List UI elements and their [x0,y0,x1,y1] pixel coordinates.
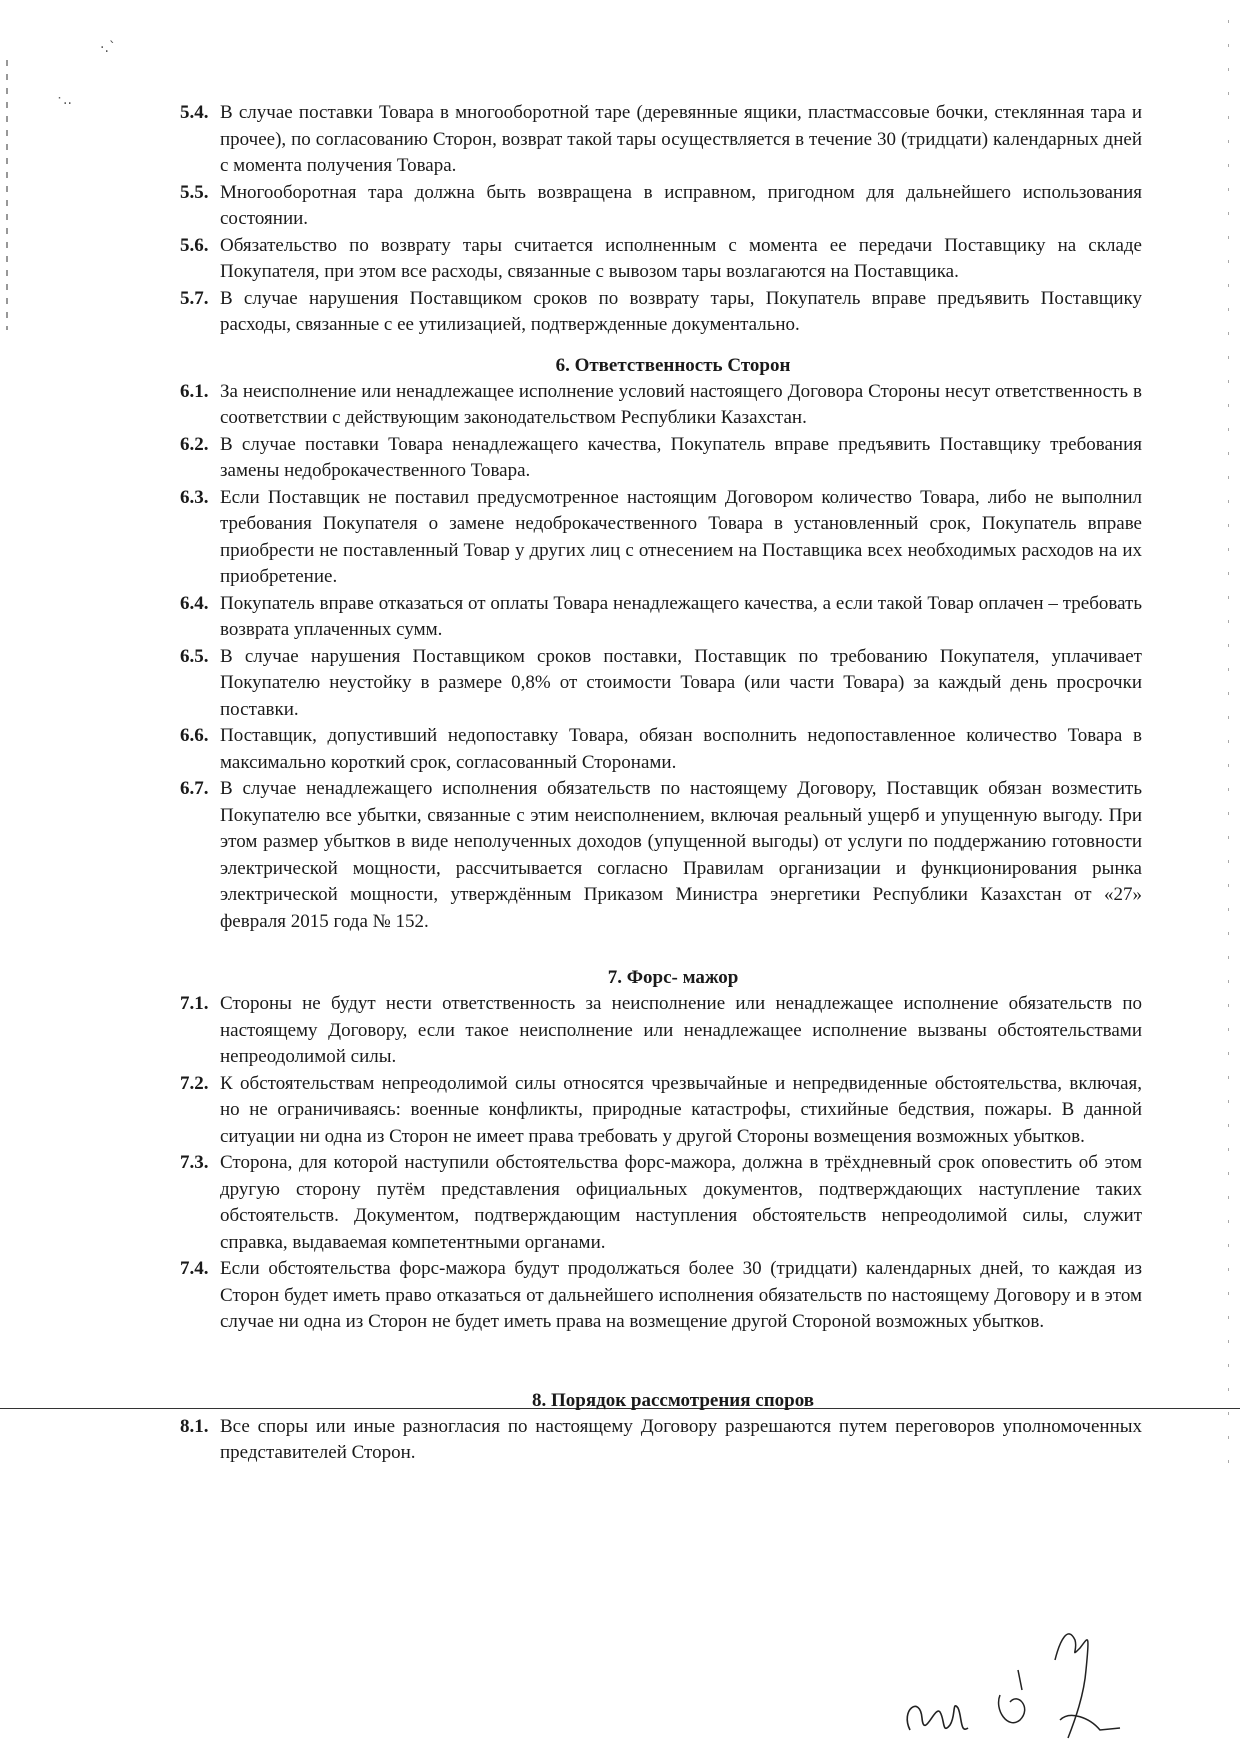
scan-edge-right [1228,20,1229,1480]
scan-edge-left [6,60,8,330]
signatures [890,1600,1140,1750]
clause-text: Многооборотная тара должна быть возвращена в исправном, пригодном для дальнейшего использования состоянии. [220,181,1142,229]
clause-number: 6.5. [180,645,209,667]
section-5 [180,100,1142,339]
clause-text: За неисполнение или ненадлежащее исполнение условий настоящего Договора Стороны несут ответственность в соответствии с действующим законодательством Республики Казахстан. [220,380,1142,428]
clause-5-6 [180,233,1142,286]
clause-number: 7.1. [180,993,209,1014]
clause-number: 7.4. [180,1258,209,1279]
section-7 [180,965,1142,1336]
clause-text: Если Поставщик не поставил предусмотренное настоящим Договором количество Товара, либо не выполнил требования Покупателя о замене недоброкачественного Товара в установленный срок, Покупатель вправе приобрести не поставленный Товар у других лиц с отнесением на Поставщика всех необходимых расходов на их приобретение. [220,486,1142,587]
clause-number: 8.1. [180,1415,209,1437]
signature-scribbles [890,1600,1140,1750]
clause-text: В случае ненадлежащего исполнения обязательств по настоящему Договору, Поставщик обязан возместить Покупателю все убытки, связанные с этим неисполнением, включая реальный ущерб и упущенную выгоду. При этом размер убытков в виде неполученных доходов (упущенной выгоды) от услуги по поддержанию готовности электрической мощности, рассчитывается согласно Правилам организации и функционирования рынка электрической мощности, утверждённым Приказом Министра энергетики Республики Казахстан от «27» февраля 2015 года № 152. [220,778,1142,932]
clause-text: В случае поставки Товара в многооборотной таре (деревянные ящики, пластмассовые бочки, стеклянная тара и прочее), по согласованию Сторон, возврат такой тары осуществляется в течение 30 (тридцати) календарных дней с момента получения Товара. [220,102,1142,176]
scan-speck: ·.ˋ [100,40,116,56]
clause-7-3 [180,1150,1142,1256]
clause-7-2 [180,1071,1142,1151]
clause-text: В случае нарушения Поставщиком сроков поставки, Поставщик по требованию Покупателя, уплачивает Покупателю неустойку в размере 0,8% от стоимости Товара (или части Товара) за каждый день просрочки поставки. [220,645,1142,720]
clause-number: 5.7. [180,287,209,309]
clause-text: В случае нарушения Поставщиком сроков по возврату тары, Покупатель вправе предъявить Поставщику расходы, связанные с ее утилизацией, подтвержденные документально. [220,287,1142,335]
clause-number: 5.5. [180,181,209,203]
clause-number: 6.1. [180,380,209,402]
section-6 [180,353,1142,936]
clause-text: Стороны не будут нести ответственность за неисполнение или ненадлежащее исполнение обязательств по настоящему Договору, если такое неисполнение или ненадлежащее исполнение вызваны обстоятельствами непреодолимой силы. [220,993,1142,1067]
clause-6-6 [180,723,1142,776]
clause-text: В случае поставки Товара ненадлежащего качества, Покупатель вправе предъявить Поставщику требования замены недоброкачественного Товара. [220,433,1142,481]
clause-7-1 [180,991,1142,1071]
clause-number: 5.6. [180,234,209,256]
clause-text: Покупатель вправе отказаться от оплаты Товара ненадлежащего качества, а если такой Товар оплачен – требовать возврата уплаченных сумм. [220,592,1142,640]
section-heading: 7. Форс- мажор [607,967,739,988]
section-heading: 8. Порядок рассмотрения споров [531,1389,815,1411]
clause-number: 6.2. [180,433,209,455]
document-body [180,100,1142,1467]
clause-7-4 [180,1256,1142,1336]
clause-number: 6.7. [180,778,209,799]
clause-text: Обязательство по возврату тары считается исполненным с момента ее передачи Поставщику на складе Покупателя, при этом все расходы, связанные с вывозом тары возлагаются на Поставщика. [220,234,1142,282]
scan-speck: ˙·· [56,96,72,112]
clause-5-7 [180,286,1142,339]
clause-number: 7.2. [180,1072,209,1094]
clause-8-1 [180,1414,1142,1467]
clause-number: 7.3. [180,1152,209,1173]
clause-number: 6.4. [180,592,209,614]
clause-text: К обстоятельствам непреодолимой силы относятся чрезвычайные и непредвиденные обстоятельства, включая, но не ограничиваясь: военные конфликты, природные катастрофы, стихийные бедствия, пожары. В данной ситуации ни одна из Сторон не имеет права требовать у другой Стороны возмещения возможных убытков. [220,1072,1142,1147]
clause-6-4 [180,591,1142,644]
signature-3 [1055,1634,1120,1738]
clause-5-5 [180,180,1142,233]
clause-text: Поставщик, допустивший недопоставку Товара, обязан восполнить недопоставленное количество Товара в максимально короткий срок, согласованный Сторонами. [220,725,1142,773]
clause-6-2 [180,432,1142,485]
signature-2 [999,1670,1025,1723]
clause-number: 6.6. [180,725,209,746]
clause-6-1 [180,379,1142,432]
signature-1 [907,1706,968,1730]
clause-6-5 [180,644,1142,724]
clause-text: Сторона, для которой наступили обстоятельства форс-мажора, должна в трёхдневный срок оповестить об этом другую сторону путём представления официальных документов, подтверждающих наступление таких обстоятельств. Документом, подтверждающим наступления обстоятельств непреодолимой силы, служит справка, выдаваемая компетентными органами. [220,1152,1142,1253]
clause-5-4 [180,100,1142,180]
clause-text: Если обстоятельства форс-мажора будут продолжаться более 30 (тридцати) календарных дней, то каждая из Сторон будет иметь право отказаться от дальнейшего исполнения обязательств по настоящему Договору и в этом случае ни одна из Сторон не будет иметь права на возмещение другой Стороной возможных убытков. [220,1258,1142,1332]
clause-6-7 [180,776,1142,935]
clause-6-3 [180,485,1142,591]
clause-text: Все споры или иные разногласия по настоящему Договору разрешаются путем переговоров уполномоченных представителей Сторон. [220,1415,1142,1463]
section-heading: 6. Ответственность Сторон [555,354,791,376]
clause-number: 5.4. [180,102,209,123]
section-8 [180,1388,1142,1467]
clause-number: 6.3. [180,486,209,508]
